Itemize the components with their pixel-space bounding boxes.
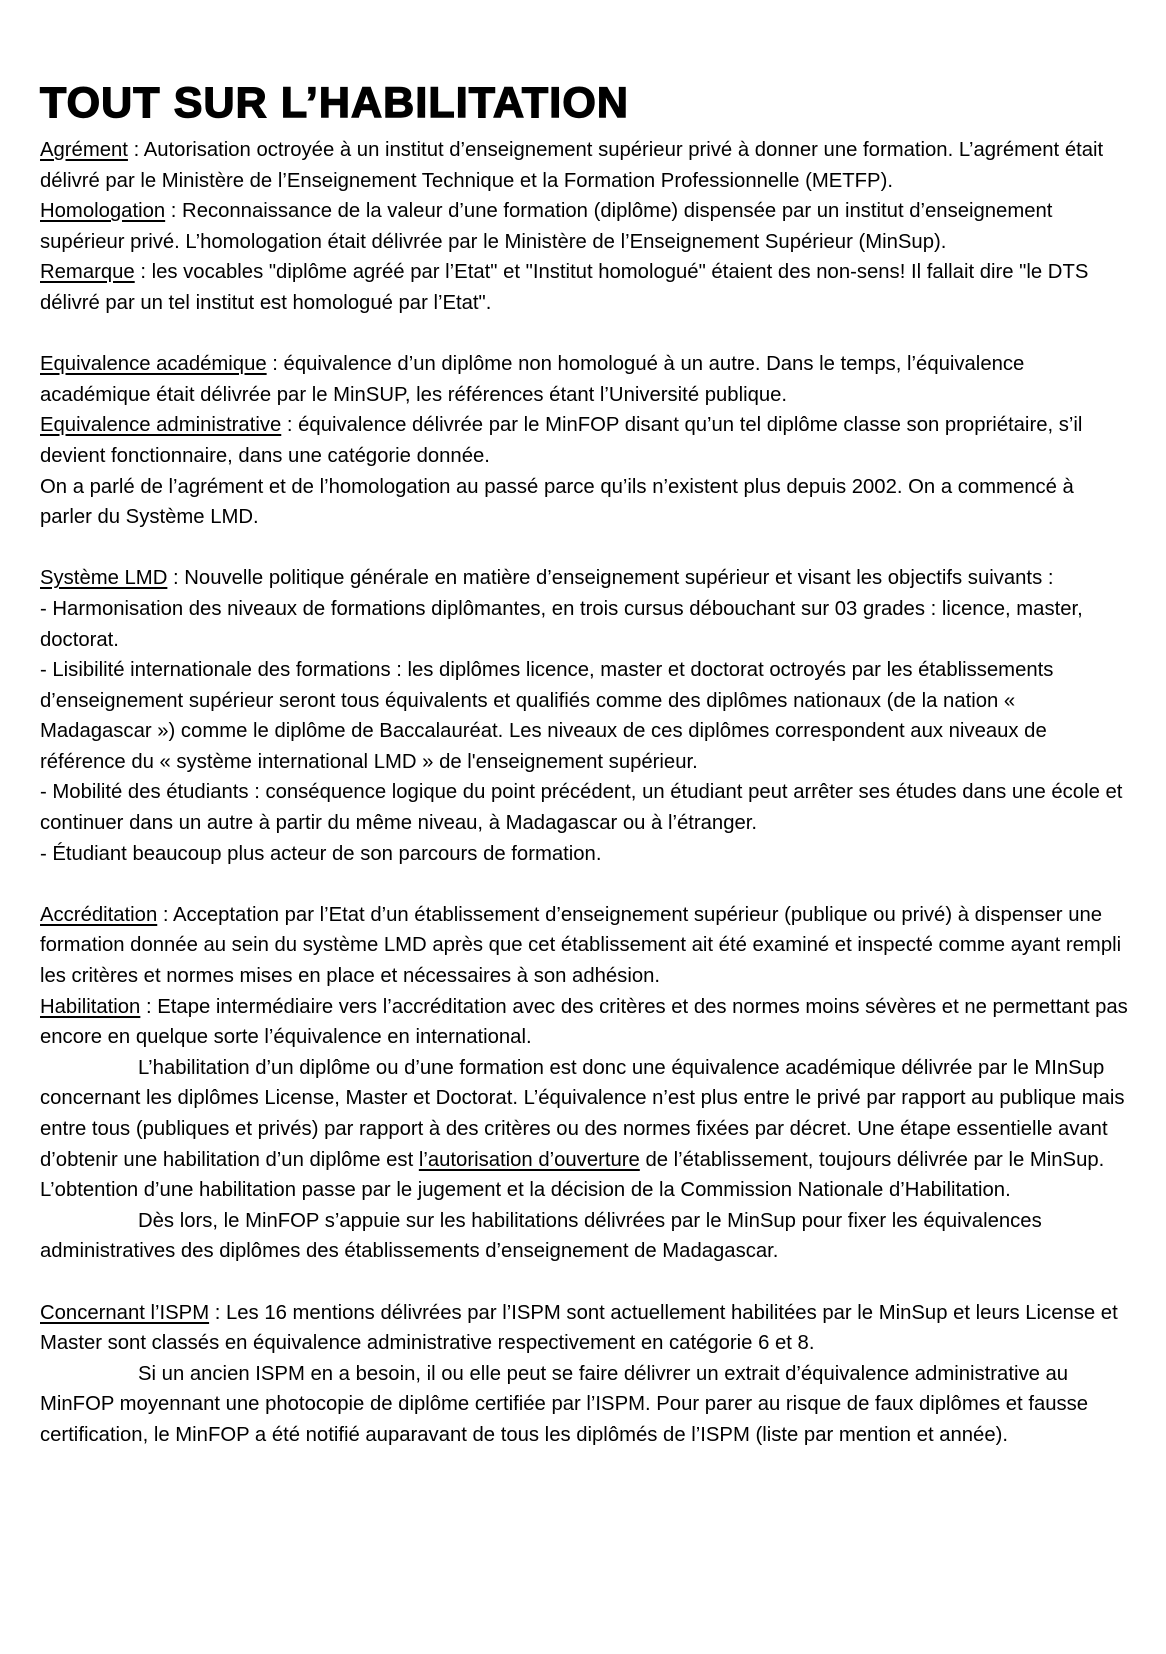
lmd-objective-item: - Mobilité des étudiants : conséquence logique du point précédent, un étudiant peut arrêter ses études dans une école et continuer dans un autre à partir du même niveau, à Madagascar ou à l’étranger. (40, 781, 1123, 835)
minfop-paragraph: Dès lors, le MinFOP s’appuie sur les habilitations délivrées par le MinSup pour fixer les équivalences administratives des diplômes des établissements d’enseignement de Madagascar. (40, 1209, 1042, 1263)
term-systeme-lmd: Système LMD (40, 567, 168, 590)
habilitation-paragraph (40, 1053, 1130, 1206)
definition-text: : les vocables "diplôme agréé par l’Etat" et "Institut homologué" étaient des non-sens! Il fallait dire "le DTS délivré par un tel institut est homologué par l’Etat". (40, 261, 1089, 314)
lmd-objective-item: - Lisibilité internationale des formations : les diplômes licence, master et doctorat octroyés par les établissements d’enseignement supérieur seront tous équivalents et qualifiés comme des diplômes nationaux (de la nation « Madagascar ») comme le diplôme de Baccalauréat. Les niveaux de ces diplômes correspondent aux niveaux de référence du « système international LMD » de l'enseignement supérieur. (40, 659, 1054, 773)
definition-habilitation (40, 992, 1130, 1053)
definition-text: : équivalence délivrée par le MinFOP disant qu’un tel diplôme classe son propriétaire, s’il devient fonctionnaire, dans une catégorie donnée. (40, 414, 1083, 467)
document-page (40, 74, 1130, 1451)
definition-text: : Nouvelle politique générale en matière d’enseignement supérieur et visant les objectifs suivants : (167, 567, 1054, 590)
paragraph-spacer (40, 1267, 1130, 1298)
term-homologation: Homologation (40, 200, 166, 223)
definition-accreditation (40, 900, 1130, 992)
page-title: TOUT SUR L’HABILITATION (40, 79, 630, 127)
definition-text: : équivalence d’un diplôme non homologué à un autre. Dans le temps, l’équivalence académique était délivrée par le MinSUP, les références étant l’Université publique. (40, 353, 1025, 406)
definition-homologation (40, 196, 1130, 257)
definition-remarque (40, 257, 1130, 318)
definition-agrement (40, 135, 1130, 196)
definition-systeme-lmd (40, 563, 1130, 594)
definition-text: : Acceptation par l’Etat d’un établissement d’enseignement supérieur (publique ou privé) à dispenser une formation donnée au sein du système LMD après que cet établissement ait été examiné et inspecté comme ayant rempli les critères et normes mises en place et nécessaires à son adhésion. (40, 903, 1122, 988)
definition-equivalence-administrative (40, 410, 1130, 471)
note-2002: On a parlé de l’agrément et de l’homologation au passé parce qu’ils n’existent plus depuis 2002. On a commencé à parler du Système LMD. (40, 475, 1074, 529)
paragraph-spacer (40, 319, 1130, 350)
lmd-objective-item: - Étudiant beaucoup plus acteur de son parcours de formation. (40, 842, 602, 865)
definition-equivalence-academique (40, 349, 1130, 410)
autorisation-ouverture-term: l’autorisation d’ouverture (418, 1148, 640, 1171)
term-agrement: Agrément (40, 139, 128, 161)
term-equivalence-academique: Equivalence académique (40, 353, 267, 376)
definition-ispm (40, 1298, 1130, 1359)
term-ispm: Concernant l’ISPM (40, 1301, 210, 1324)
paragraph-text: L’habilitation d’un diplôme ou d’une formation est donc une équivalence académique délivrée par le MInSup concernant les diplômes License, Master et Doctorat. L’équivalence n’est plus entre le privé par rapport au publique mais entre tous (publiques et privés) par rapport à des critères ou des normes fixées par décret. Une étape essentielle avant d’obtenir une habilitation d’un diplôme est (40, 1056, 1125, 1171)
term-accreditation: Accréditation (40, 903, 158, 926)
definition-text: : Reconnaissance de la valeur d’une formation (diplôme) dispensée par un institut d’enseignement supérieur privé. L’homologation était délivrée par le Ministère de l’Enseignement Supérieur (MinSup). (40, 200, 1053, 253)
definition-text: : Etape intermédiaire vers l’accréditation avec des critères et des normes moins sévères et ne permettant pas encore en quelque sorte l’équivalence en international. (40, 995, 1128, 1049)
term-remarque: Remarque (40, 261, 135, 284)
paragraph-text: de l’établissement, toujours délivrée par le MinSup. L’obtention d’une habilitation passe par le jugement et la décision de la Commission Nationale d’Habilitation. (40, 1148, 1105, 1202)
definition-text: : Autorisation octroyée à un institut d’enseignement supérieur privé à donner une formation. L’agrément était délivré par le Ministère de l’Enseignement Technique et la Formation Professionnelle (METFP). (40, 139, 1104, 192)
lmd-objective-item: - Harmonisation des niveaux de formations diplômantes, en trois cursus débouchant sur 03 grades : licence, master, doctorat. (40, 597, 1083, 651)
term-equivalence-administrative: Equivalence administrative (40, 414, 282, 437)
paragraph-spacer (40, 869, 1130, 900)
ispm-paragraph: Si un ancien ISPM en a besoin, il ou elle peut se faire délivrer un extrait d’équivalence administrative au MinFOP moyennant une photocopie de diplôme certifiée par l’ISPM. Pour parer au risque de faux diplômes et fausse certification, le MinFOP a été notifié auparavant de tous les diplômés de l’ISPM (liste par mention et année). (40, 1362, 1089, 1446)
definition-text: : Les 16 mentions délivrées par l’ISPM sont actuellement habilitées par le MinSup et leurs License et Master sont classés en équivalence administrative respectivement en catégorie 6 et 8. (40, 1301, 1118, 1355)
paragraph-spacer (40, 533, 1130, 564)
term-habilitation: Habilitation (40, 995, 141, 1018)
